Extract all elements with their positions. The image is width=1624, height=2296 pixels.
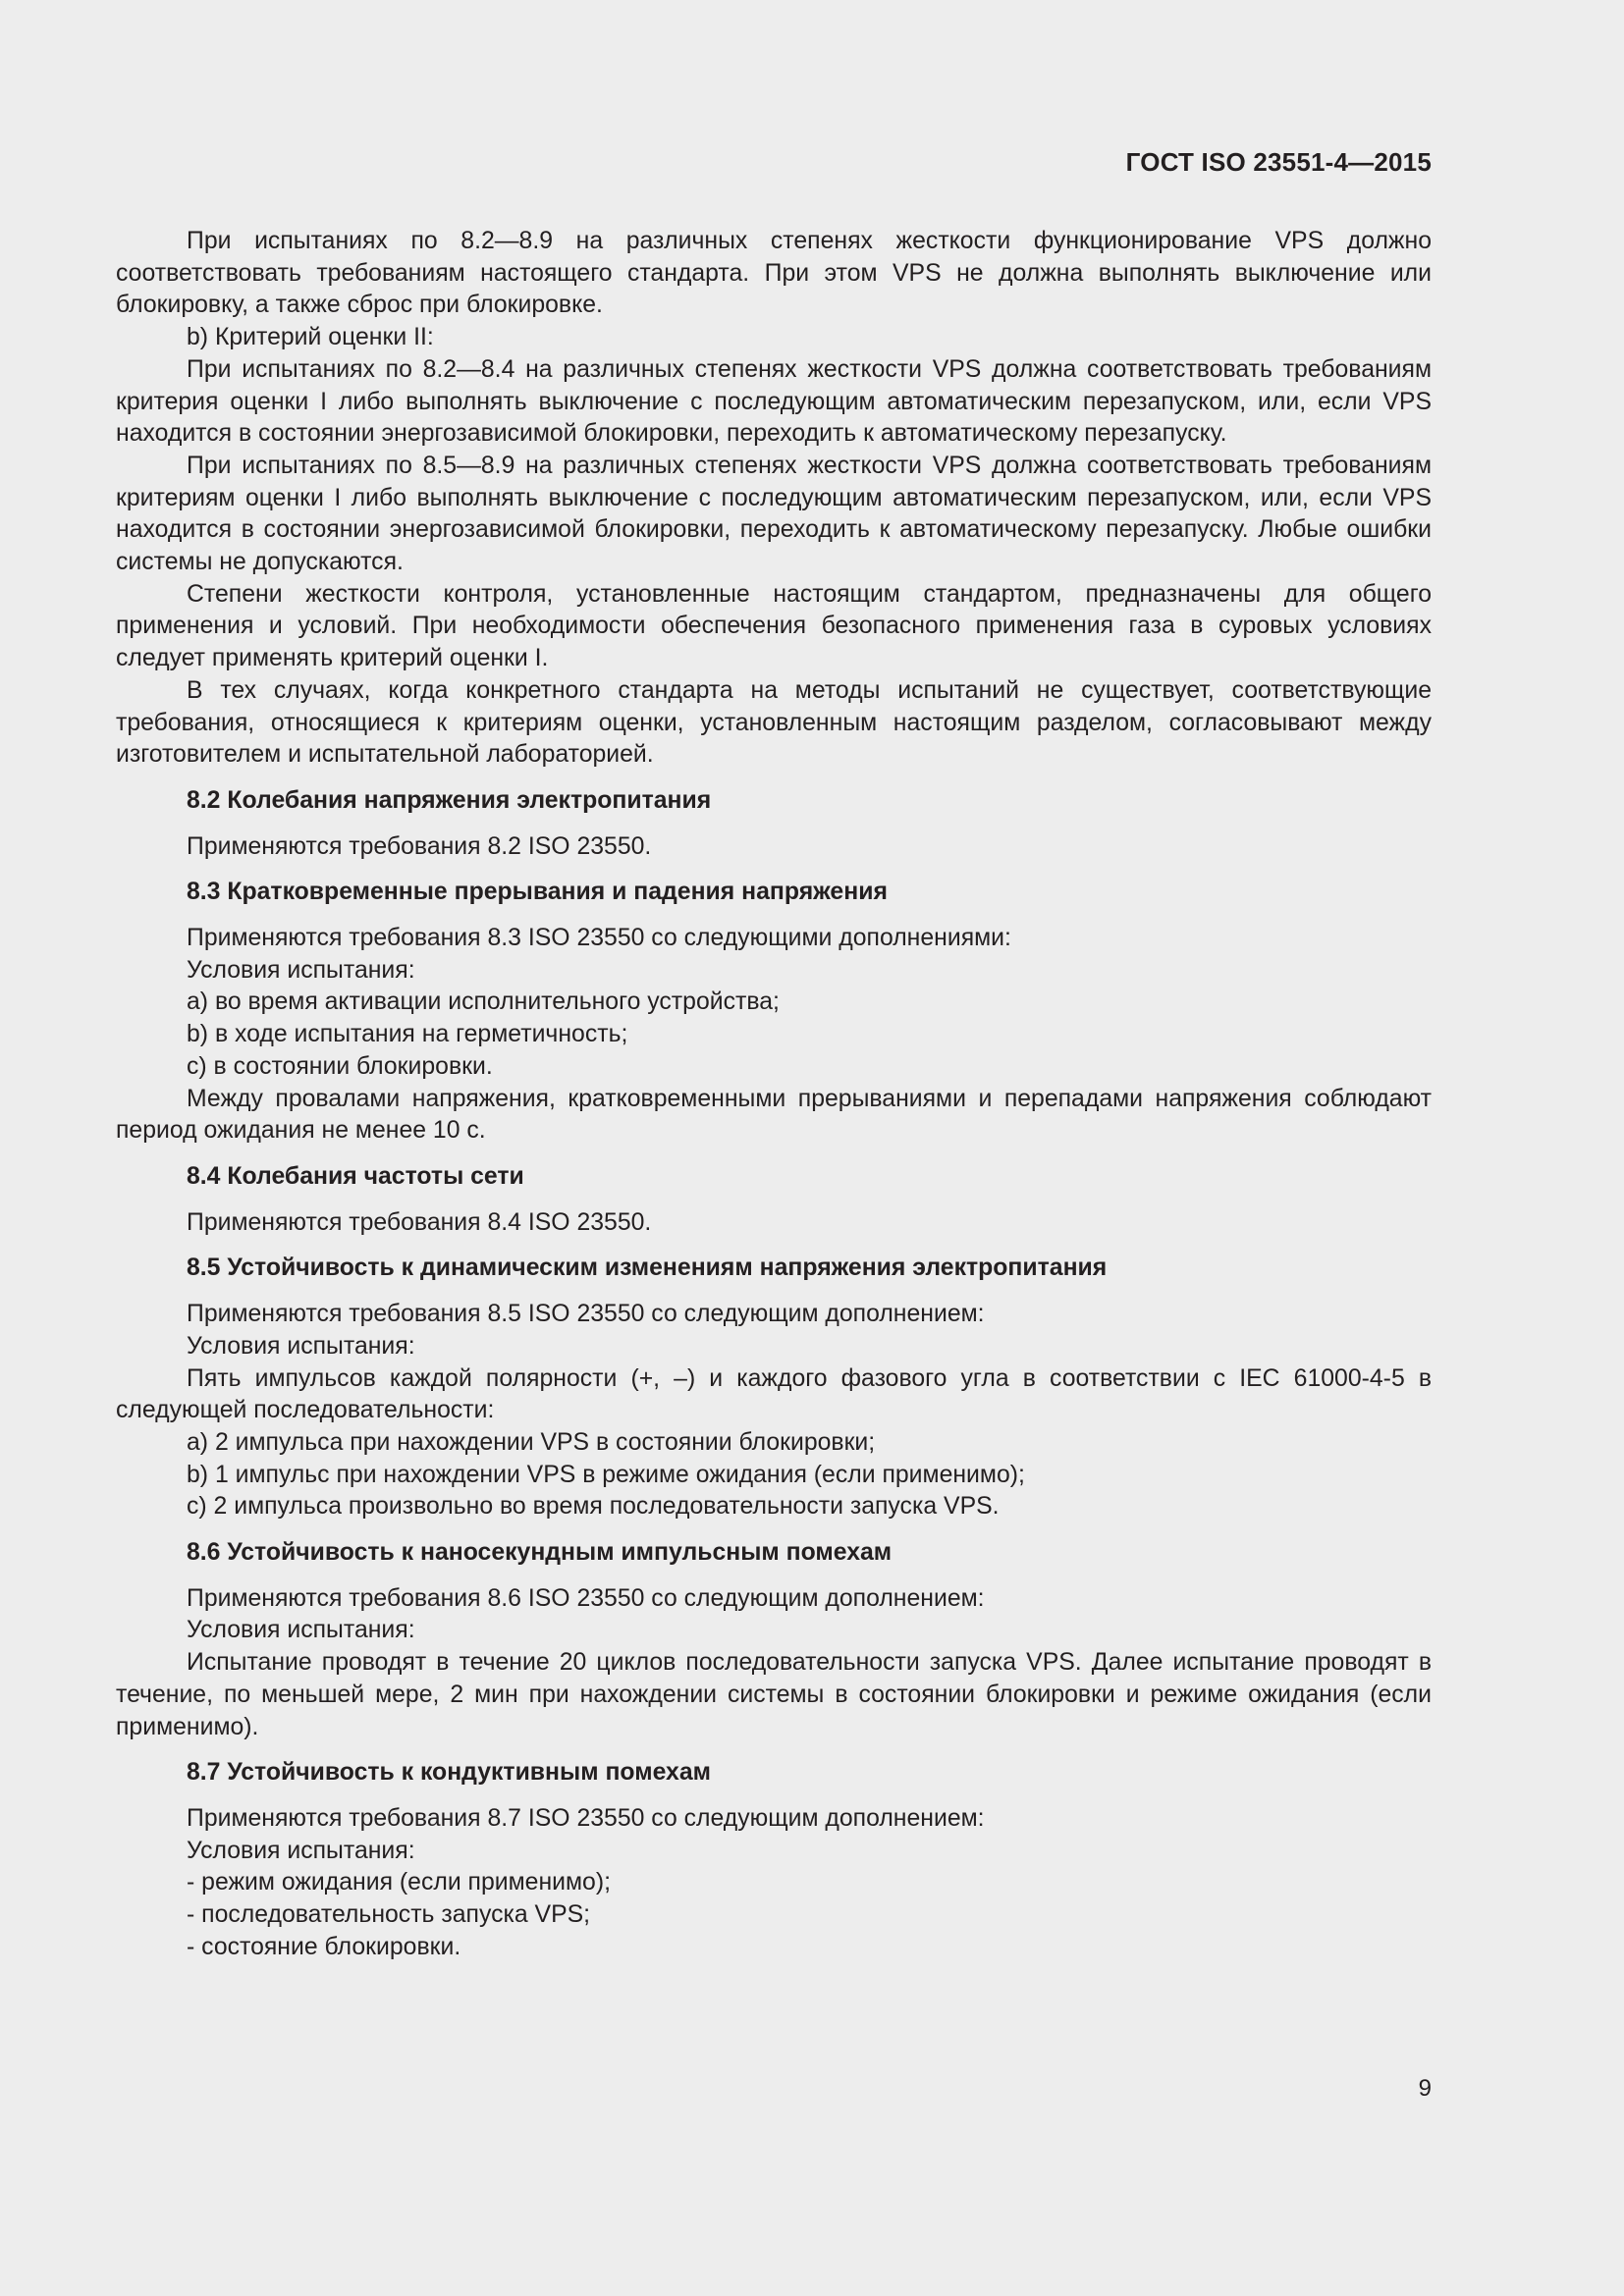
document-header: ГОСТ ISO 23551-4—2015 (1125, 147, 1432, 177)
criterion-2-label: b) Критерий оценки II: (187, 324, 434, 351)
section-8-7-item-2: - последовательность запуска VPS; (187, 1901, 591, 1929)
section-8-7-heading: 8.7 Устойчивость к кондуктивным помехам (187, 1759, 711, 1787)
intro-paragraph-5: В тех случаях, когда конкретного стандарта на методы испытаний не существует, соответствующие требования, относящиеся к критериям оценки, установленным настоящим разделом, согласовывают между изготовителем и испытательной лабораторией. (116, 676, 1432, 769)
section-8-7-item-3: - состояние блокировки. (187, 1933, 461, 1960)
section-8-6-conditions-label: Условия испытания: (187, 1617, 415, 1644)
section-8-5-text: Применяются требования 8.5 ISO 23550 со следующим дополнением: (187, 1301, 985, 1328)
section-8-2-text: Применяются требования 8.2 ISO 23550. (187, 832, 652, 860)
section-8-3-item-b: b) в ходе испытания на герметичность; (187, 1021, 628, 1048)
section-8-5-heading: 8.5 Устойчивость к динамическим изменениям напряжения электропитания (187, 1255, 1108, 1282)
intro-paragraph-2: При испытаниях по 8.2—8.4 на различных степенях жесткости VPS должна соответствовать требованиям критерия оценки I либо выполнять выключение с последующим автоматическим перезапуском, или, если VPS находится в состоянии энергозависимой блокировки, переходить к автоматическому перезапуску. (116, 355, 1432, 448)
section-8-6-paragraph: Испытание проводят в течение 20 циклов последовательности запуска VPS. Далее испытание проводят в течение, по меньшей мере, 2 мин при нахождении системы в состоянии блокировки и режиме ожидания (если применимо). (116, 1649, 1432, 1740)
section-8-5-item-c: с) 2 импульса произвольно во время последовательности запуска VPS. (187, 1493, 1000, 1521)
section-8-4-text: Применяются требования 8.4 ISO 23550. (187, 1208, 652, 1236)
section-8-3-heading: 8.3 Кратковременные прерывания и падения напряжения (187, 879, 888, 906)
page-number: 9 (1418, 2075, 1432, 2102)
section-8-2-heading: 8.2 Колебания напряжения электропитания (187, 786, 712, 814)
section-8-3-text: Применяются требования 8.3 ISO 23550 со следующими дополнениями: (187, 925, 1011, 952)
section-8-4-heading: 8.4 Колебания частоты сети (187, 1162, 524, 1190)
section-8-5-paragraph: Пять импульсов каждой полярности (+, –) и каждого фазового угла в соответствии с IEC 61000-4-5 в следующей последовательности: (116, 1364, 1432, 1424)
section-8-3-item-c: с) в состоянии блокировки. (187, 1052, 493, 1080)
document-body (116, 226, 1432, 1963)
section-8-3-item-a: а) во время активации исполнительного устройства; (187, 988, 780, 1016)
section-8-7-conditions-label: Условия испытания: (187, 1837, 415, 1864)
section-8-5-item-a: а) 2 импульса при нахождении VPS в состоянии блокировки; (187, 1428, 876, 1456)
intro-paragraph-4: Степени жесткости контроля, установленные настоящим стандартом, предназначены для общего применения и условий. При необходимости обеспечения безопасного применения газа в суровых условиях следует применять критерий оценки I. (116, 580, 1432, 672)
section-8-6-text: Применяются требования 8.6 ISO 23550 со следующим дополнением: (187, 1584, 985, 1612)
section-8-7-item-1: - режим ожидания (если применимо); (187, 1869, 611, 1896)
section-8-6-heading: 8.6 Устойчивость к наносекундным импульсным помехам (187, 1539, 893, 1567)
section-8-5-item-b: b) 1 импульс при нахождении VPS в режиме ожидания (если применимо); (187, 1461, 1025, 1488)
section-8-7-text: Применяются требования 8.7 ISO 23550 со следующим дополнением: (187, 1804, 985, 1832)
intro-paragraph-3: При испытаниях по 8.5—8.9 на различных степенях жесткости VPS должна соответствовать требованиям критериям оценки I либо выполнять выключение с последующим автоматическим перезапуском, или, если VPS находится в состоянии энергозависимой блокировки, переходить к автоматическому перезапуску. Любые ошибки системы не допускаются. (116, 452, 1432, 576)
section-8-3-conditions-label: Условия испытания: (187, 956, 415, 984)
section-8-5-conditions-label: Условия испытания: (187, 1332, 415, 1360)
intro-paragraph-1: При испытаниях по 8.2—8.9 на различных степенях жесткости функционирование VPS должно соответствовать требованиям настоящего стандарта. При этом VPS не должна выполнять выключение или блокировку, а также сброс при блокировке. (116, 228, 1432, 319)
section-8-3-paragraph: Между провалами напряжения, кратковременными прерываниями и перепадами напряжения соблюдают период ожидания не менее 10 с. (116, 1085, 1432, 1145)
